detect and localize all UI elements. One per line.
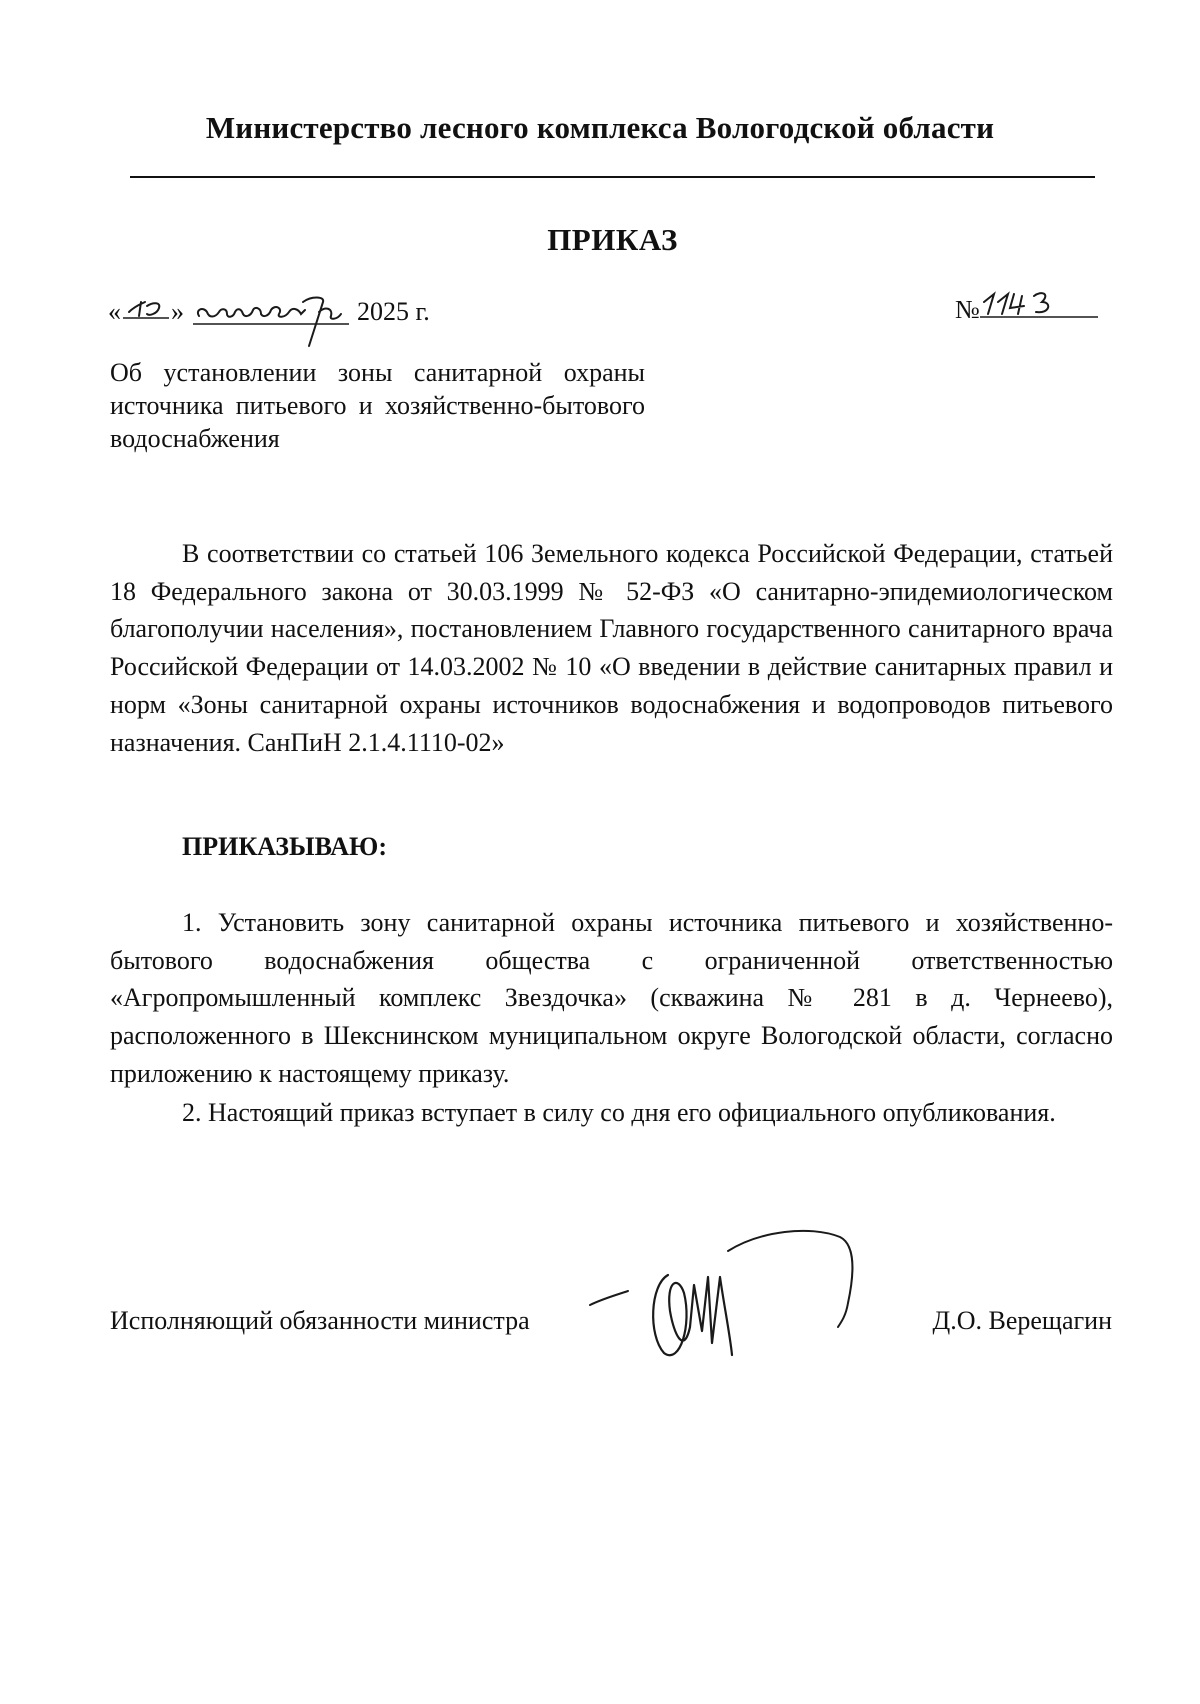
document-subject: Об установлении зоны санитарной охраны источника питьевого и хозяйственно-бытового водоснабжения <box>110 358 645 453</box>
organization-title: Министерство лесного комплекса Вологодской области <box>205 110 995 145</box>
number-sign: № <box>955 295 980 324</box>
signatory-title: Исполняющий обязанности министра <box>110 1306 530 1335</box>
handwritten-day <box>121 294 171 324</box>
date-open-quote: « <box>108 297 121 326</box>
decree-heading: ПРИКАЗЫВАЮ: <box>182 832 387 861</box>
date-line <box>108 290 430 350</box>
handwritten-signature <box>580 1215 920 1365</box>
document-type: ПРИКАЗ <box>547 222 678 257</box>
header-rule <box>130 176 1095 178</box>
handwritten-number <box>980 290 1100 324</box>
date-year: 2025 г. <box>357 297 430 326</box>
number-line <box>955 290 1100 325</box>
handwritten-month <box>191 290 351 350</box>
signatory-name: Д.О. Верещагин <box>932 1306 1112 1335</box>
order-item-1: 1. Установить зону санитарной охраны источника питьевого и хозяйственно-бытового водоснабжения общества с ограниченной ответственностью «Агропромышленный комплекс Звездочка» (скважина № 281 в д. Чернеево), расположенного в Шекснинском муниципальном округе Вологодской области, согласно приложению к настоящему приказу. <box>110 908 1113 1088</box>
date-close-quote: » <box>171 297 184 326</box>
preamble-paragraph: В соответствии со статьей 106 Земельного кодекса Российской Федерации, статьей 18 Федерального закона от 30.03.1999 № 52-ФЗ «О санитарно-эпидемиологическом благополучии населения», постановлением Главного государственного санитарного врача Российской Федерации от 14.03.2002 № 10 «О введении в действие санитарных правил и норм «Зоны санитарной охраны источников водоснабжения и водопроводов питьевого назначения. СанПиН 2.1.4.1110-02» <box>110 539 1113 757</box>
order-item-2: 2. Настоящий приказ вступает в силу со дня его официального опубликования. <box>182 1098 1056 1127</box>
